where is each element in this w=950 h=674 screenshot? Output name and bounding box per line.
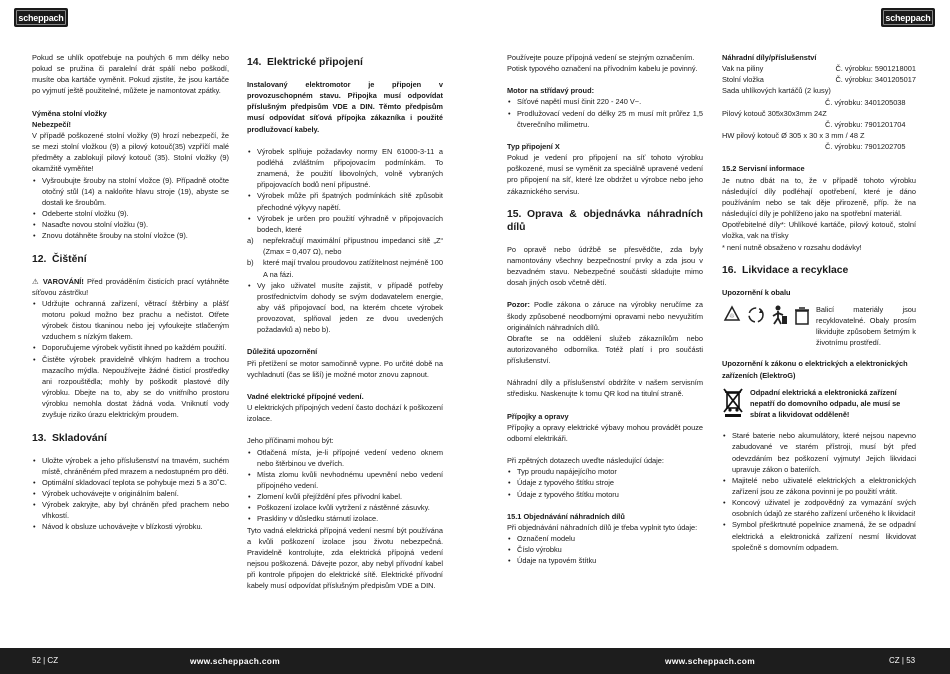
- subheading: Výměna stolní vložky: [32, 108, 107, 118]
- recycle-arrows-icon: [746, 304, 766, 326]
- subheading: Vadné elektrické přípojné vedení.: [247, 391, 364, 401]
- warning-paragraph: ⚠ VAROVÁNÍ! Před prováděním čisticích prací vytáhněte síťovou zástrčku!: [32, 276, 229, 297]
- part-row: Vak na piliny Č. výrobku: 5901218001: [722, 64, 916, 74]
- bullet-list: [507, 533, 703, 566]
- list-item: • Optimální skladovací teplota se pohybuje mezi 5 a 30˚C.: [32, 477, 229, 488]
- paragraph: Při zpětných dotazech uveďte následující údaje:: [507, 456, 664, 466]
- paragraph: Po opravě nebo údržbě se přesvědčte, zda byly namontovány všechny bezpečnostní prvky a zda jsou v bezvadném stavu. Nebezpečné součásti skladujte mimo dosah jiných osob včetně dětí.: [507, 244, 703, 288]
- list-item: • Udržujte ochranná zařízení, větrací štěrbiny a plášť motoru pokud možno bez prachu a nečistot. Otřete výrobek čistou tkaninou nebo jej vyfoukejte stlačeným vzduchem s nízkým tlakem.: [32, 298, 229, 343]
- bullet-list: [32, 455, 229, 533]
- section-heading: 14. Elektrické připojení: [247, 57, 363, 68]
- column-1: [32, 52, 229, 544]
- tidyman-icon: [770, 304, 788, 326]
- page-number: CZ | 53: [889, 656, 916, 665]
- weee-row: [722, 387, 916, 420]
- list-item: • Výrobek může při špatných podmínkách sítě způsobit přechodné výkyvy napětí.: [247, 190, 443, 212]
- bullet-list: [32, 298, 229, 421]
- svg-text:♲: ♲: [729, 313, 735, 320]
- paragraph: Tyto vadná elektrická přípojná vedení nesmí být používána a kvůli poškození izolace jsou životu nebezpečná. Pravidelně kontrolujte, zda elektrická přípojná vedení nejsou poškozená. Dávejte pozor, aby nebyl přívodní kabel při kontrole připojen do elektrické sítě. Elektrické přívodní kabely musí odpovídat příslušným předpisům VDE a DIN.: [247, 525, 443, 591]
- part-row: Stolní vložka Č. výrobku: 3401205017: [722, 75, 916, 85]
- paragraph: Obraťte se na oddělení služeb zákazníkům nebo autorizovaného odborníka. Totéž platí i pro součásti příslušenství.: [507, 333, 703, 366]
- list-item: • Místa zlomu kvůli nevhodnému upevnění nebo vedení přípojného vedení.: [247, 469, 443, 491]
- packaging-note: Balicí materiály jsou recyklovatelné. Obaly prosím likvidujte způsobem šetrným k životnímu prostředí.: [816, 304, 916, 348]
- subheading: Přípojky a opravy: [507, 411, 569, 421]
- sub-list-item: a) nepřekračují maximální přípustnou impedanci sítě „Z“ (Zmax = 0,407 Ω), nebo: [247, 236, 443, 257]
- list-item: • Zlomení kvůli přejíždění přes přívodní kabel.: [247, 491, 443, 502]
- list-item: • Výrobek uchovávejte v originálním balení.: [32, 488, 229, 499]
- subheading: Nebezpečí!: [32, 119, 72, 129]
- paragraph: Jeho příčinami mohou být:: [247, 436, 334, 446]
- bin-icon: [792, 304, 812, 326]
- crossed-bin-icon: [722, 387, 744, 417]
- list-item: • Síťové napětí musí činit 220 - 240 V~.: [507, 96, 703, 107]
- paragraph: U elektrických přípojných vedení často dochází k poškození izolace.: [247, 403, 443, 424]
- part-row: Pilový kotouč 305x30x3mm 24Z Č. výrobku: 7901201704: [722, 108, 906, 129]
- list-item: • Odeberte stolní vložku (9).: [32, 208, 229, 219]
- paragraph: Potisk typového označení na přívodním kabelu je povinný.: [507, 64, 698, 74]
- bullet-list: [247, 146, 443, 235]
- list-item: • Praskliny v důsledku stárnutí izolace.: [247, 513, 443, 524]
- list-item: • Prodlužovací vedení do délky 25 m musí mít průřez 1,5 čtverečního milimetru.: [507, 108, 703, 130]
- subheading: Důležitá upozornění: [247, 347, 318, 357]
- footer-left: [0, 648, 475, 674]
- subheading: 15.2 Servisní informace: [722, 164, 805, 174]
- paragraph: Instalovaný elektromotor je připojen v provozuschopném stavu. Připojka musí odpovídat příslušným předpisům VDE a DIN. Těmto předpisům musí odpovídat síťová přípojka zákazníka i použité prodlužovací kabely.: [247, 80, 443, 134]
- footer-url[interactable]: www.scheppach.com: [665, 656, 755, 666]
- bullet-list: [32, 175, 229, 242]
- list-item: • Označení modelu: [507, 533, 703, 544]
- section-heading: 13. Skladování: [32, 432, 107, 444]
- sub-list-item: b) které mají trvalou proudovou zatížitelnost nejméně 100 A na fázi.: [247, 258, 443, 279]
- paragraph: Náhradní díly a příslušenství obdržíte v našem servisním středisku. Naskenujte k tomu QR kod na titulní straně.: [507, 378, 703, 399]
- footer-right: [475, 648, 950, 674]
- list-item: • Uložte výrobek a jeho příslušenství na tmavém, suchém místě, chráněném před mrazem a nedostupném pro děti.: [32, 455, 229, 477]
- list-item: • Čistěte výrobek pravidelně vlhkým hadrem a trochou mazacího mýdla. Nepoužívejte žádné čisticí prostředky ani rozpouštědla; mohly by poškodit plastové díly výrobku. Dbejte na to, aby se do vnitřního prostoru výrobku nemohla dostat žádná voda. Vniknutí vody zvyšuje riziko úrazu elektrickým proudem.: [32, 354, 229, 421]
- list-item: • Výrobek splňuje požadavky normy EN 61000-3-11 a podléhá zvláštním připojovacím podmínkám. To znamená, že použití libovolných, volně vybraných připojovacích bodů není přípustné.: [247, 146, 443, 191]
- bullet-list: [507, 466, 703, 499]
- list-item: • Výrobek je určen pro použití výhradně v připojovacích bodech, které: [247, 213, 443, 235]
- paragraph: Pozor: Podle zákona o záruce na výrobky neručíme za škody způsobené neodbornými opravami nebo nevyužitím originálních náhradních dílů.: [507, 300, 703, 332]
- paragraph: * není nutně obsaženo v rozsahu dodávky!: [722, 242, 862, 252]
- bullet-list: [247, 280, 443, 336]
- weee-warning: Odpadní elektrická a elektronická zařízení nepatří do domovního odpadu, ale musí se sbírat a likvidovat odděleně!: [750, 387, 901, 420]
- paragraph: V případě poškozené stolní vložky (9) hrozí nebezpečí, že se mezi stolní vložkou (9) a pilový kotouč(35) vzpříčí malé předměty a zablokují pilový kotouč (35). Stolní vložky (9) okamžitě vyměňte!: [32, 130, 229, 174]
- bullet-list: [722, 430, 916, 553]
- right-page: [475, 0, 950, 674]
- paragraph: Při objednávání náhradních dílů je třeba vyplnit tyto údaje:: [507, 522, 698, 532]
- list-item: • Typ proudu napájejícího motor: [507, 466, 703, 477]
- paragraph: Používejte pouze přípojná vedení se stejným označením.: [507, 53, 695, 62]
- column-2: [247, 52, 443, 603]
- part-row: Sada uhlíkových kartáčů (2 kusy) Č. výrobku: 3401205038: [722, 86, 906, 107]
- warning-label: ⚠ VAROVÁNÍ!: [32, 276, 84, 286]
- paragraph: Při přetížení se motor samočinně vypne. Po určité době na vychladnutí (čas se liší) je možné motor znovu zapnout.: [247, 358, 443, 379]
- paragraph: Pokud se uhlík opotřebuje na pouhých 6 mm délky nebo pokud se pružina či paralelní drát spálí nebo poškodí, musíte oba kartáče vyměnit. Pokud zjistíte, že jsou kartáče po vyjmutí ještě použitelné, můžete je namontovat zpátky.: [32, 53, 229, 96]
- paragraph: Opotřebitelné díly*: Uhlíkové kartáče, pilový kotouč, stolní vložka, vak na třísky: [722, 220, 916, 241]
- footer-url[interactable]: www.scheppach.com: [190, 656, 280, 666]
- section-heading: 12. Čištění: [32, 253, 87, 265]
- column-3: [507, 52, 703, 577]
- subheading: Typ připojení X: [507, 141, 560, 151]
- list-item: • Symbol přeškrtnuté popelnice znamená, že se odpadní elektrická a elektronická zařízení nesmí likvidovat společně s domovním odpadem.: [722, 519, 916, 552]
- paragraph: Přípojky a opravy elektrické výbavy mohou provádět pouze odborní elektrikáři.: [507, 422, 703, 443]
- subheading: 15.1 Objednávání náhradních dílů: [507, 511, 625, 521]
- packaging-row: [722, 304, 916, 349]
- list-item: • Údaje z typového štítku stroje: [507, 477, 703, 488]
- paragraph: Je nutno dbát na to, že v případě tohoto výrobku následující díly podléhají opotřebení, které je dáno používáním nebo se tak děje přirozeně, příp. že na následující díly je pohlíženo jako na spotřební materiál.: [722, 175, 916, 219]
- paragraph: Pokud je vedení pro připojení na síť tohoto výrobku poškozené, musí se vyměnit za speciálně upravené vedení pro připojení na síť, které lze obdržet u výrobce nebo jeho zákaznického servisu.: [507, 153, 703, 196]
- scheppach-logo: scheppach: [14, 8, 68, 27]
- bullet-list: [507, 96, 703, 129]
- list-item: • Otlačená místa, je-li přípojné vedení vedeno oknem nebo štěrbinou ve dveřích.: [247, 447, 443, 469]
- list-item: • Údaje z typového štítku motoru: [507, 489, 703, 500]
- list-item: • Majitelé nebo uživatelé elektrických a elektronických zařízení jsou ze zákona povinni je po použití vrátit.: [722, 475, 916, 497]
- section-heading: 16. Likvidace a recyklace: [722, 264, 849, 276]
- list-item: • Nasaďte novou stolní vložku (9).: [32, 219, 229, 230]
- list-item: • Vyšroubujte šrouby na stolní vložce (9). Případně otočte otočný stůl (14) a nakloňte hlavu stroje (19), abyste se dostali ke šroubům.: [32, 175, 229, 208]
- scheppach-logo: scheppach: [881, 8, 935, 27]
- part-row: HW pilový kotouč Ø 305 x 30 x 3 mm / 48 Z Č. výrobku: 7901202705: [722, 131, 906, 152]
- section-heading: 15. Oprava & objednávka náhradních dílů: [507, 208, 703, 233]
- list-item: • Údaje na typovém štítku: [507, 555, 703, 566]
- subheading: Upozornění k obalu: [722, 287, 791, 297]
- list-item: • Poškození izolace kvůli vytržení z nástěnné zásuvky.: [247, 502, 443, 513]
- bullet-list: [247, 447, 443, 525]
- sub-list: [247, 235, 443, 280]
- list-item: • Znovu dotáhněte šrouby na stolní vložce (9).: [32, 230, 229, 241]
- subheading: Motor na střídavý proud:: [507, 86, 595, 96]
- recycle-triangle-icon: [722, 304, 742, 326]
- list-item: • Výrobek zakryjte, aby byl chráněn před prachem nebo vlhkostí.: [32, 499, 229, 521]
- list-item: • Doporučujeme výrobek vyčistit ihned po každém použití.: [32, 342, 229, 353]
- list-item: • Číslo výrobku: [507, 544, 703, 555]
- subheading: Náhradní díly/příslušenství: [722, 53, 817, 62]
- list-item: • Vy jako uživatel musíte zajistit, v případě potřeby prostřednictvím dohody se svým dodavatelem energie, aby váš připojovací bod, na kterém chcete výrobek provozovat, splňoval jeden ze dvou uvedených požadavků a) nebo b).: [247, 280, 443, 336]
- subheading: Upozornění k zákonu o elektrických a elektronických zařízeních (ElektroG): [722, 359, 908, 380]
- page-number: 52 | CZ: [32, 656, 59, 665]
- list-item: • Staré baterie nebo akumulátory, které nejsou napevno zabudované ve starém přístroji, musí být před odevzdáním bez poškození vyjmuty! Jejich likvidaci upravuje zákon o bateriích.: [722, 430, 916, 475]
- column-4: [722, 52, 916, 564]
- list-item: • Koncový uživatel je zodpovědný za vymazání svých osobních údajů ze starého zařízení určeného k likvidaci!: [722, 497, 916, 519]
- list-item: • Návod k obsluze uchovávejte v blízkosti výrobku.: [32, 521, 229, 532]
